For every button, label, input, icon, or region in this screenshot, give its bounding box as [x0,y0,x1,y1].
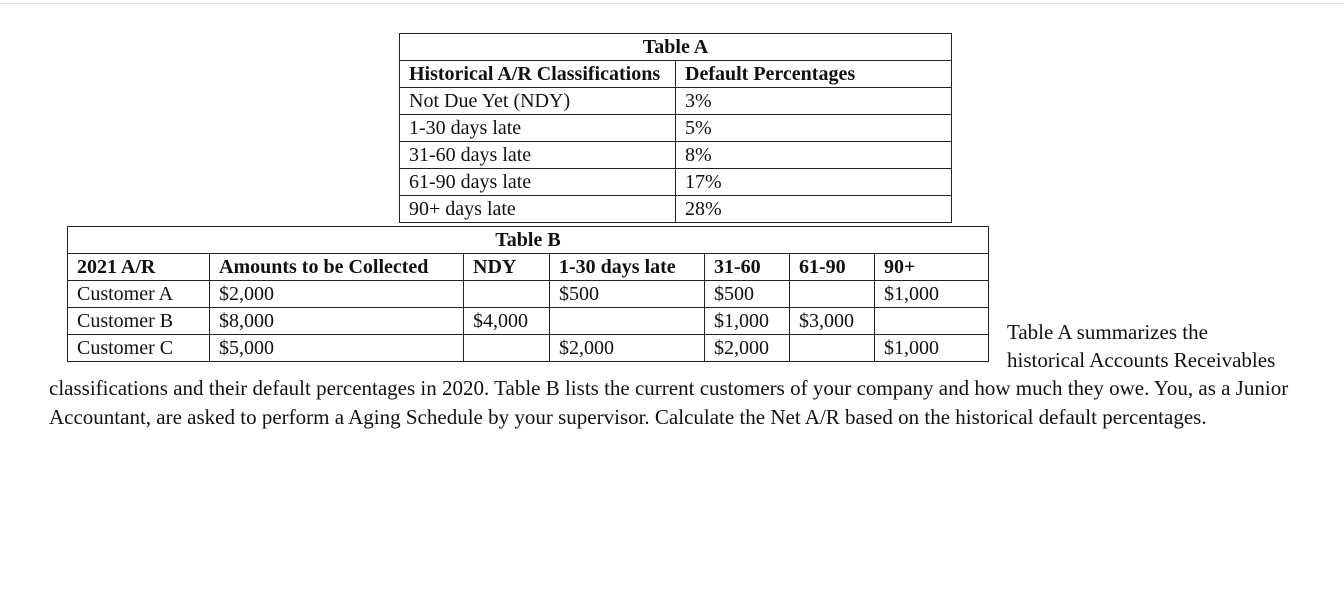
table-b-cell: $3,000 [790,308,875,335]
table-a-cell: 90+ days late [400,196,676,223]
table-b-header-amount: Amounts to be Collected [210,254,464,281]
table-a-row [400,88,952,115]
table-b-cell: $5,000 [210,335,464,362]
table-b-header-ar: 2021 A/R [68,254,210,281]
table-b-cell: $2,000 [705,335,790,362]
table-b-header-61-90: 61-90 [790,254,875,281]
table-b-cell [464,281,550,308]
table-b-cell [550,308,705,335]
table-b-cell [875,308,989,335]
table-a-cell: 17% [676,169,952,196]
table-b-cell: $2,000 [550,335,705,362]
problem-text-line-2: historical Accounts Receivables [1007,348,1276,372]
table-a-header-default: Default Percentages [676,61,952,88]
table-a-cell: 31-60 days late [400,142,676,169]
table-b-cell [790,281,875,308]
table-b-cell: $1,000 [875,335,989,362]
table-b-cell: $8,000 [210,308,464,335]
page-top-divider [0,3,1344,4]
table-b-header-ndy: NDY [464,254,550,281]
table-b-cell: $1,000 [705,308,790,335]
table-a-cell: 1-30 days late [400,115,676,142]
table-a-row [400,196,952,223]
table-b-title: Table B [68,227,989,254]
table-b-cell: $500 [550,281,705,308]
table-b-cell: Customer B [68,308,210,335]
table-a [399,33,952,223]
table-a-cell: 61-90 days late [400,169,676,196]
table-b-cell [790,335,875,362]
table-a-cell: Not Due Yet (NDY) [400,88,676,115]
table-a-row [400,169,952,196]
table-b-row [68,281,989,308]
table-a-header-classification: Historical A/R Classifications [400,61,676,88]
table-a-cell: 3% [676,88,952,115]
table-a-title: Table A [400,34,952,61]
table-b-cell: Customer C [68,335,210,362]
table-b-header-31-60: 31-60 [705,254,790,281]
table-a-row [400,142,952,169]
table-b-row [68,335,989,362]
table-a-cell: 8% [676,142,952,169]
table-b-header-90-plus: 90+ [875,254,989,281]
problem-text-line-1: Table A summarizes the [1007,320,1208,344]
table-b-header-1-30: 1-30 days late [550,254,705,281]
table-b-row [68,308,989,335]
table-b-cell: $2,000 [210,281,464,308]
table-b-cell: $500 [705,281,790,308]
table-a-row [400,115,952,142]
table-b-header-row [68,254,989,281]
table-a-cell: 5% [676,115,952,142]
problem-text-body: classifications and their default percentages in 2020. Table B lists the current customers of your company and how much they owe. You, as a Junior Accountant, are asked to perform a Aging Schedule by your supervisor. Calculate the Net A/R based on the historical default percentages. [49,376,1289,429]
table-b [67,226,989,362]
table-b-cell: $4,000 [464,308,550,335]
table-a-cell: 28% [676,196,952,223]
table-b-cell: $1,000 [875,281,989,308]
problem-text-intro [1007,318,1337,374]
table-b-cell: Customer A [68,281,210,308]
table-b-cell [464,335,550,362]
